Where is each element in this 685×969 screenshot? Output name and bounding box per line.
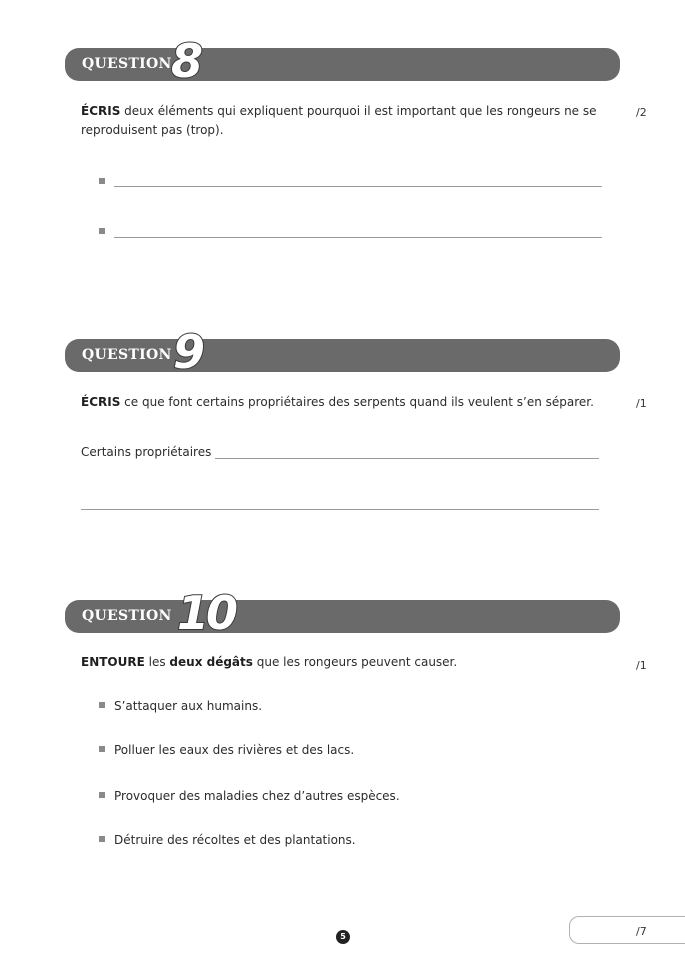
question-10-header [65,586,620,640]
question-9-header [65,325,620,379]
option-3[interactable]: Provoquer des maladies chez d’autres espèces. [114,789,400,803]
instruction-verb: ENTOURE [81,655,145,669]
question-10-instruction [81,653,621,672]
bullet-icon [99,792,105,798]
bullet-icon [99,746,105,752]
instruction-text: deux éléments qui expliquent pourquoi il est important que les rongeurs ne se reproduisent pas (trop). [81,104,597,137]
instruction-emphasis: deux dégâts [169,655,253,669]
question-number: 8 [171,34,204,88]
total-score: /7 [636,925,647,938]
question-9-score: /1 [636,397,647,410]
option-1[interactable]: S’attaquer aux humains. [114,699,263,713]
question-8-header [65,34,620,88]
answer-line-1[interactable] [114,186,602,187]
question-8-score: /2 [636,106,647,119]
instruction-verb: ÉCRIS [81,395,121,409]
instruction-text: ce que font certains propriétaires des serpents quand ils veulent s’en séparer. [120,395,594,409]
answer-line-1[interactable] [215,458,599,459]
instruction-mid: les [144,655,170,669]
question-10-score: /1 [636,659,647,672]
question-number: 10 [177,586,236,640]
total-score-box [569,916,685,944]
option-2[interactable]: Polluer les eaux des rivières et des lacs. [114,743,355,757]
answer-prompt: Certains propriétaires [81,445,212,459]
answer-line-2[interactable] [114,237,602,238]
instruction-text: que les rongeurs peuvent causer. [252,655,458,669]
question-label: QUESTION [82,608,172,624]
question-9-instruction [81,393,621,412]
page-number: 5 [336,930,350,944]
bullet-icon [99,178,105,184]
bullet-icon [99,702,105,708]
answer-line-2[interactable] [81,509,599,510]
question-label: QUESTION [82,347,172,363]
question-label: QUESTION [82,56,172,72]
instruction-verb: ÉCRIS [81,104,121,118]
question-number: 9 [173,325,206,379]
bullet-icon [99,836,105,842]
option-4[interactable]: Détruire des récoltes et des plantations. [114,833,356,847]
question-8-instruction [81,102,611,140]
bullet-icon [99,228,105,234]
